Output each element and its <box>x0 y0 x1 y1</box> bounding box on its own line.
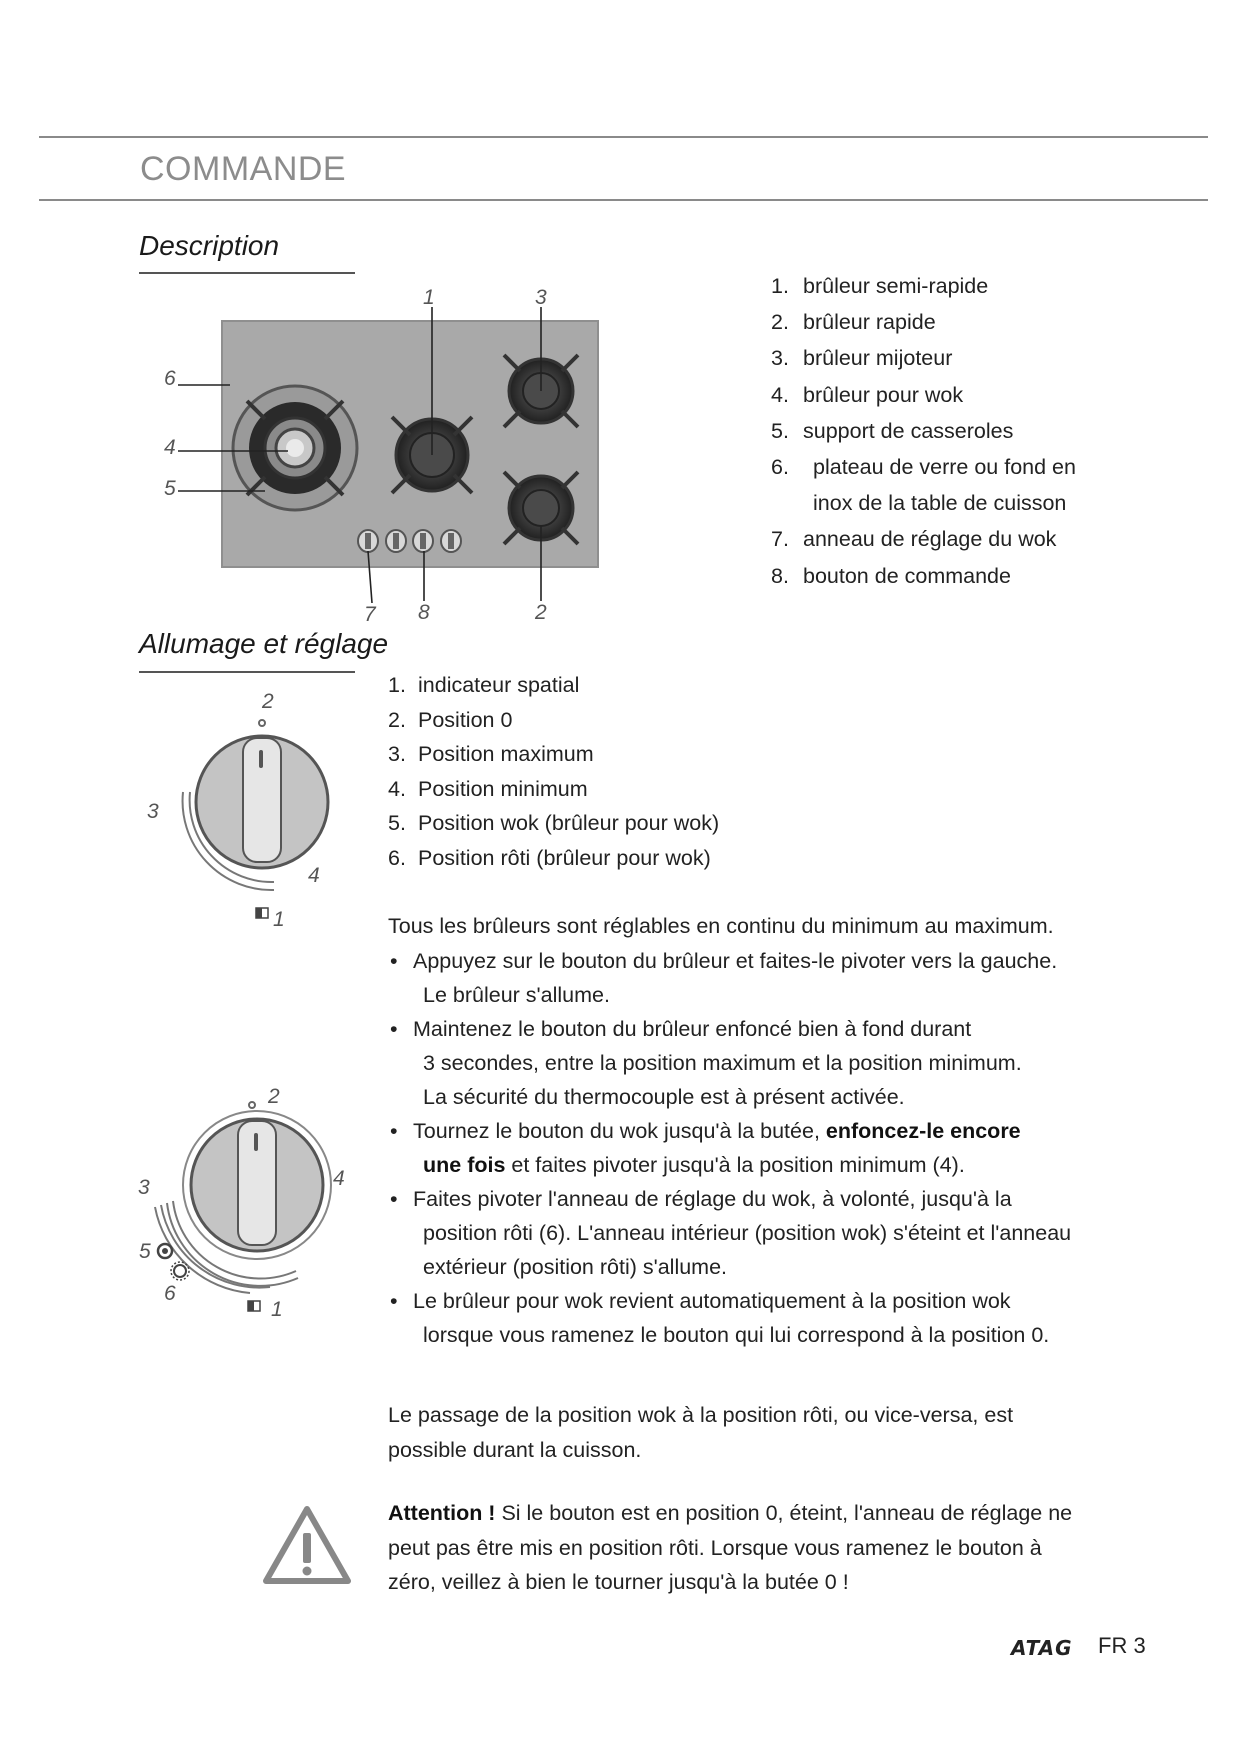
list-item: • Faites pivoter l'anneau de réglage du wok, à volonté, jusqu'à la position rôti (6). L'anneau intérieur (position wok) s'éteint et l'anneau extérieur (position rôti) s'allume. <box>388 1182 1188 1284</box>
list-item: 5. support de casseroles <box>771 418 1014 443</box>
knob1-label-1: 1 <box>273 908 285 931</box>
allumage-heading: Allumage et réglage <box>139 628 389 659</box>
list-item: 4. brûleur pour wok <box>771 382 964 407</box>
figure-label-1: 1 <box>423 286 435 309</box>
description-heading: Description <box>139 230 280 261</box>
list-item: 2. Position 0 <box>388 707 513 732</box>
list-item: • Appuyez sur le bouton du brûleur et faites-le pivoter vers la gauche. Le brûleur s'allume. <box>388 944 1188 1012</box>
figure-label-2: 2 <box>535 601 547 624</box>
figure-label-8: 8 <box>418 601 430 624</box>
knob2-label-3: 3 <box>138 1176 150 1199</box>
page-number: FR 3 <box>1098 1633 1146 1658</box>
section-title: COMMANDE <box>140 150 347 188</box>
list-item: 8. bouton de commande <box>771 563 1011 588</box>
instruction-bullets <box>388 944 1188 1352</box>
knob1-label-4: 4 <box>308 864 320 887</box>
list-item: 4. Position minimum <box>388 776 588 801</box>
knob2-label-1: 1 <box>271 1298 283 1321</box>
top-rule <box>39 136 1208 138</box>
roast-position-icon <box>174 1265 186 1277</box>
figure-label-7: 7 <box>364 603 376 626</box>
list-item: 5. Position wok (brûleur pour wok) <box>388 811 720 836</box>
knob2-label-4: 4 <box>333 1167 345 1190</box>
knob-figure-1 <box>140 680 360 940</box>
knob1-label-2: 2 <box>262 690 274 713</box>
allumage-heading-rule <box>139 671 355 673</box>
warning-icon <box>262 1505 352 1585</box>
cooktop-figure <box>140 275 640 630</box>
knob2-label-5: 5 <box>139 1240 151 1263</box>
allumage-list <box>388 668 719 876</box>
note-paragraph: Le passage de la position wok à la position rôti, ou vice-versa, est possible durant la cuisson. <box>388 1403 1014 1462</box>
list-item: inox de la table de cuisson <box>813 491 1067 516</box>
list-item: 3. Position maximum <box>388 742 594 767</box>
list-item: 6. Position rôti (brûleur pour wok) <box>388 845 711 870</box>
list-item: 2. brûleur rapide <box>771 310 936 335</box>
knob1-label-3: 3 <box>147 800 159 823</box>
knob2-label-6: 6 <box>164 1282 176 1305</box>
figure-label-6: 6 <box>164 367 176 390</box>
attention-paragraph: Attention ! Si le bouton est en position 0, éteint, l'anneau de réglage ne peut pas être mis en position rôti. Lorsque vous ramenez le bouton à zéro, veillez à bien le tourner jusqu'à la butée 0 ! <box>388 1501 1073 1594</box>
list-item: • Le brûleur pour wok revient automatiquement à la position wok lorsque vous ramenez le bouton qui lui correspond à la position 0. <box>388 1284 1188 1352</box>
list-item: • Maintenez le bouton du brûleur enfoncé bien à fond durant 3 secondes, entre la position maximum et la position minimum. La sécurité du thermocouple est à présent activée. <box>388 1012 1188 1114</box>
intro-paragraph: Tous les brûleurs sont réglables en continu du minimum au maximum. <box>388 914 1054 938</box>
figure-label-4: 4 <box>164 436 176 459</box>
description-list <box>771 268 1076 594</box>
figure-label-5: 5 <box>164 477 176 500</box>
list-item: 6. plateau de verre ou fond en <box>771 454 1076 479</box>
list-item: 1. indicateur spatial <box>388 673 580 697</box>
brand-logo: ATAG <box>1011 1636 1073 1660</box>
figure-label-3: 3 <box>535 286 547 309</box>
description-heading-rule <box>139 272 355 274</box>
list-item: • Tournez le bouton du wok jusqu'à la butée, enfoncez-le encore une fois et faites pivoter jusqu'à la position minimum (4). <box>388 1114 1188 1182</box>
list-item: 1. brûleur semi-rapide <box>771 274 989 298</box>
knob2-label-2: 2 <box>268 1085 280 1108</box>
title-rule <box>39 199 1208 201</box>
list-item: 7. anneau de réglage du wok <box>771 527 1057 552</box>
list-item: 3. brûleur mijoteur <box>771 346 953 371</box>
